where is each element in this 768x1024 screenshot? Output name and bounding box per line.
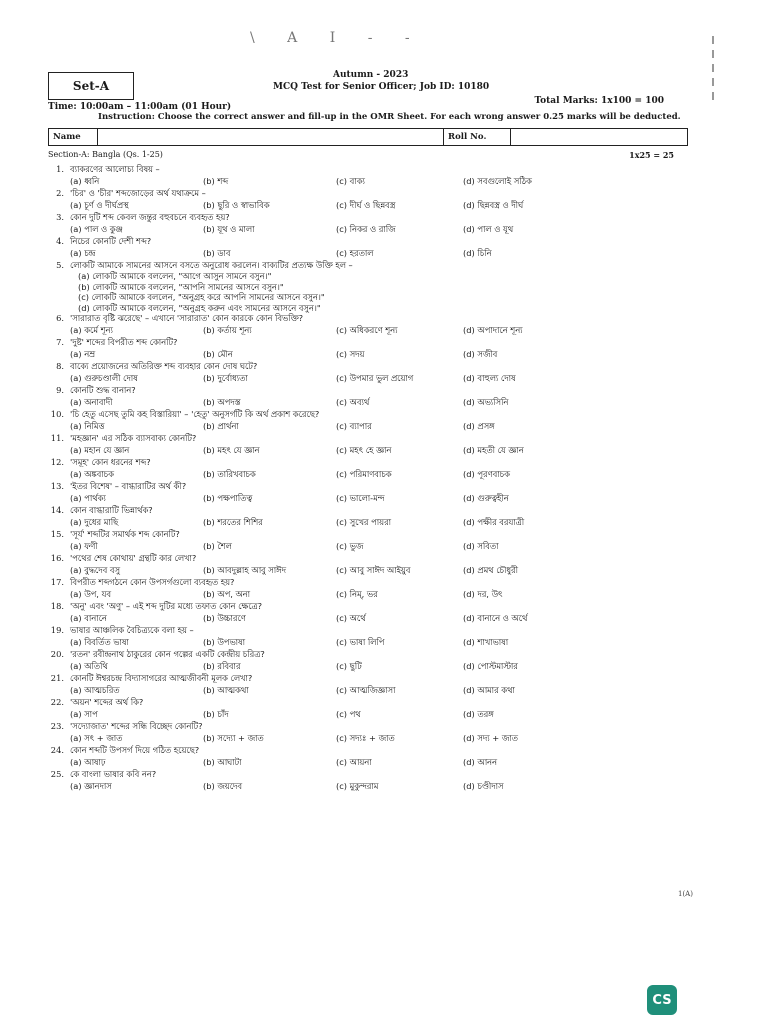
question-item xyxy=(48,553,688,577)
answer-option[interactable]: (d) আনন xyxy=(463,757,497,767)
question-number: 15. xyxy=(50,529,64,539)
answer-option[interactable]: (b) চাঁদ xyxy=(203,709,229,719)
answer-option[interactable]: (b) মহৎ যে জ্ঞান xyxy=(203,445,260,455)
answer-option[interactable]: (c) পরিমাণবাচক xyxy=(336,469,392,479)
answer-option[interactable]: (b) প্রার্থনা xyxy=(203,421,239,431)
answer-option[interactable]: (d) দর, উৎ xyxy=(463,589,503,599)
answer-option[interactable]: (b) রবিবার xyxy=(203,661,241,671)
question-item xyxy=(48,481,688,505)
answer-option[interactable]: (c) আয়না xyxy=(336,757,372,767)
answer-option[interactable]: (a) বানানে xyxy=(70,613,107,623)
answer-option[interactable]: (c) বাক্য xyxy=(336,176,365,186)
question-number: 25. xyxy=(50,769,64,779)
question-number: 2. xyxy=(56,188,64,198)
question-text: কোন বাগ্ধারাটি ভিন্নার্থক? xyxy=(70,505,153,515)
question-number: 9. xyxy=(56,385,64,395)
question-text: 'সারারাত বৃষ্টি ঝরেছে' – এখানে 'সারারাত' কোন কারকে কোন বিভক্তি? xyxy=(70,313,304,323)
question-number: 20. xyxy=(50,649,64,659)
question-item xyxy=(48,745,688,769)
question-number: 19. xyxy=(50,625,64,635)
answer-option[interactable]: (c) মুকুন্দরাম xyxy=(336,781,379,791)
answer-option[interactable]: (d) তরঙ্গ xyxy=(463,709,494,719)
question-number: 10. xyxy=(50,409,64,419)
answer-option[interactable]: (a) অঙ্কবাচক xyxy=(70,469,114,479)
question-text: কে বাংলা ভাষার কবি নন? xyxy=(70,769,157,779)
question-text: 'সদ্যোজাত' শব্দের সন্ধি বিচ্ছেদ কোনটি? xyxy=(70,721,203,731)
answer-option[interactable]: (c) ভুজ xyxy=(336,541,364,551)
answer-option[interactable]: (b) শরতের শিশির xyxy=(203,517,263,527)
question-item xyxy=(48,601,688,625)
answer-option[interactable]: (a) চূর্ণ ও দীর্ঘপ্রস্থ xyxy=(70,200,129,210)
answer-option[interactable]: (c) লোকটি আমাকে বললেন, "অনুগ্রহ করে আপনি সামনের আসনে বসুন।" xyxy=(78,292,325,302)
answer-option[interactable]: (c) সদয় xyxy=(336,349,365,359)
answer-option[interactable]: (b) আবদুল্লাহ আবু সাঈদ xyxy=(203,565,286,575)
answer-option[interactable]: (b) ডাব xyxy=(203,248,231,258)
question-list xyxy=(48,164,688,793)
answer-option[interactable]: (b) আত্মকথা xyxy=(203,685,249,695)
name-roll-row xyxy=(48,128,688,146)
answer-option[interactable]: (c) আত্মজিজ্ঞাসা xyxy=(336,685,396,695)
scan-marks: \ A I - - xyxy=(250,30,424,46)
answer-option[interactable]: (a) জ্ঞানদাস xyxy=(70,781,112,791)
question-item xyxy=(48,313,688,337)
answer-option[interactable]: (a) অনাবাদী xyxy=(70,397,113,407)
answer-option[interactable]: (d) প্রসঙ্গ xyxy=(463,421,495,431)
question-number: 13. xyxy=(50,481,64,491)
question-text: কোন দুটি শব্দ কেবল জন্তুর বহুবচনে ব্যবহৃত হয়? xyxy=(70,212,230,222)
question-item xyxy=(48,769,688,793)
name-field[interactable] xyxy=(98,129,444,145)
answer-option[interactable]: (d) লোকটি আমাকে বললেন, "অনুগ্রহ করুন এবং সামনের আসনে বসুন।" xyxy=(78,302,321,313)
roll-label: Roll No. xyxy=(444,129,511,145)
answer-option[interactable]: (a) উপ, যব xyxy=(70,589,111,599)
question-text: ভাষার আঞ্চলিক বৈচিত্র্যকে বলা হয় – xyxy=(70,625,194,635)
answer-option[interactable]: (d) বাহুল্য দোষ xyxy=(463,373,516,383)
edge-marks xyxy=(712,36,716,126)
answer-option[interactable]: (b) যূথ ও মালা xyxy=(203,224,255,234)
instruction: Instruction: Choose the correct answer and fill-up in the OMR Sheet. For each wrong answer 0.25 marks will be deducted. xyxy=(98,112,681,122)
section-header xyxy=(48,150,688,162)
answer-option[interactable]: (c) সদ্যঃ + জাত xyxy=(336,733,395,743)
answer-option[interactable]: (c) ভালো-মন্দ xyxy=(336,493,385,503)
question-item xyxy=(48,721,688,745)
answer-option[interactable]: (b) সদ্যো + জাত xyxy=(203,733,264,743)
page-note: 1(A) xyxy=(678,890,693,898)
answer-option[interactable]: (b) শৈল xyxy=(203,541,232,551)
question-text: 'অনু' এবং 'অণু' – এই শব্দ দুটির মধ্যে তফাত কোন ক্ষেত্রে? xyxy=(70,601,263,611)
question-item xyxy=(48,212,688,236)
answer-option[interactable]: (a) দুধের মাছি xyxy=(70,517,119,527)
answer-option[interactable]: (d) পোস্টমাস্টার xyxy=(463,661,518,671)
answer-option[interactable]: (a) মহান যে জ্ঞান xyxy=(70,445,130,455)
question-text: লোকটি আমাকে সামনের আসনে বসতে অনুরোধ করলেন। বাক্যটির প্রত্যক্ষ উক্তি হল – xyxy=(70,260,353,270)
question-item xyxy=(48,529,688,553)
question-number: 4. xyxy=(56,236,64,246)
question-item xyxy=(48,385,688,409)
test-title: MCQ Test for Senior Officer; Job ID: 10180 xyxy=(273,82,490,92)
question-text: 'সমূহ' কোন ধরনের শব্দ? xyxy=(70,457,151,467)
answer-option[interactable]: (a) আষাঢ় xyxy=(70,757,106,767)
exam-sheet xyxy=(48,68,688,793)
question-number: 3. xyxy=(56,212,64,222)
answer-option[interactable]: (b) তারিখবাচক xyxy=(203,469,256,479)
question-text: 'মহজ্ঞান' এর সঠিক ব্যাসবাক্য কোনটি? xyxy=(70,433,197,443)
answer-option[interactable]: (c) নিম্, ভর xyxy=(336,589,378,599)
answer-option[interactable]: (c) নিকর ও রাজি xyxy=(336,224,396,234)
answer-option[interactable]: (b) অপদস্ত xyxy=(203,397,241,407)
question-number: 14. xyxy=(50,505,64,515)
answer-option[interactable]: (b) উচ্চারণে xyxy=(203,613,246,623)
answer-option[interactable]: (b) লোকটি আমাকে বললেন, "আপনি সামনের আসনে বসুন।" xyxy=(78,281,284,292)
answer-option[interactable]: (a) নম্র xyxy=(70,349,96,359)
answer-option[interactable]: (d) ছিন্নবস্ত্র ও দীর্ঘ xyxy=(463,200,524,210)
question-number: 12. xyxy=(50,457,64,467)
answer-option[interactable]: (b) দুর্বোধ্যতা xyxy=(203,373,248,383)
answer-option[interactable]: (d) শাখাভাষা xyxy=(463,637,509,647)
question-text: কোন শব্দটি উপসর্গ দিয়ে গঠিত হয়েছে? xyxy=(70,745,200,755)
answer-option[interactable]: (a) বিবর্তিত ভাষা xyxy=(70,637,129,647)
question-item xyxy=(48,236,688,260)
question-item xyxy=(48,433,688,457)
answer-option[interactable]: (b) ছুরি ও স্বাভাবিক xyxy=(203,200,270,210)
question-text: ব্যাকরণের আলোচ্য বিষয় – xyxy=(70,164,160,174)
session-label: Autumn - 2023 xyxy=(333,70,409,80)
answer-option[interactable]: (a) ফণী xyxy=(70,541,98,551)
answer-option[interactable]: (d) আমার কথা xyxy=(463,685,515,695)
answer-option[interactable]: (b) মৌন xyxy=(203,349,233,359)
answer-option[interactable]: (c) ব্যাপার xyxy=(336,421,372,431)
answer-option[interactable]: (d) পাল ও যূথ xyxy=(463,224,514,234)
question-item xyxy=(48,697,688,721)
answer-option[interactable]: (d) প্রমথ চৌধুরী xyxy=(463,565,518,575)
question-text: 'ইতর বিশেষ' – বাগ্ধারাটির অর্থ কী? xyxy=(70,481,187,491)
question-item xyxy=(48,457,688,481)
answer-option[interactable]: (b) আঘাটা xyxy=(203,757,242,767)
section-label: Section-A: Bangla (Qs. 1-25) xyxy=(48,150,163,159)
question-item xyxy=(48,188,688,212)
answer-option[interactable]: (d) সবিতা xyxy=(463,541,499,551)
question-number: 24. xyxy=(50,745,64,755)
question-text: 'অয়ন' শব্দের অর্থ কি? xyxy=(70,697,144,707)
answer-option[interactable]: (b) উপভাষা xyxy=(203,637,246,647)
question-text: 'রতন' রবীন্দ্রনাথ ঠাকুরের কোন গল্পের একটি কেন্দ্রীয় চরিত্র? xyxy=(70,649,265,659)
answer-option[interactable]: (d) সবগুলোই সঠিক xyxy=(463,176,532,186)
answer-option[interactable]: (a) পার্থক্য xyxy=(70,493,106,503)
answer-option[interactable]: (c) ছুটি xyxy=(336,661,362,671)
question-item xyxy=(48,505,688,529)
answer-option[interactable]: (b) শব্দ xyxy=(203,176,229,186)
answer-option[interactable]: (d) অপাদানে শূন্য xyxy=(463,325,523,335)
answer-option[interactable]: (d) সজীব xyxy=(463,349,498,359)
answer-option[interactable]: (d) বানানে ও অর্থে xyxy=(463,613,528,623)
question-item xyxy=(48,361,688,385)
question-text: 'সূর্য' শব্দটির সমার্থক শব্দ কোনটি? xyxy=(70,529,180,539)
set-label: Set-A xyxy=(48,72,134,100)
answer-option[interactable]: (a) গুরুচণ্ডালী দোষ xyxy=(70,373,138,383)
answer-option[interactable]: (d) পক্ষীর বরযাত্রী xyxy=(463,517,525,527)
question-text: 'দুষ্ট' শব্দের বিপরীত শব্দ কোনটি? xyxy=(70,337,178,347)
answer-option[interactable]: (a) সাপ xyxy=(70,709,98,719)
question-number: 23. xyxy=(50,721,64,731)
answer-option[interactable]: (c) অধিকরণে শূন্য xyxy=(336,325,398,335)
answer-option[interactable]: (a) চন্দ্র xyxy=(70,248,96,258)
question-number: 11. xyxy=(50,433,64,443)
question-number: 17. xyxy=(50,577,64,587)
answer-option[interactable]: (d) চিনি xyxy=(463,248,492,258)
answer-option[interactable]: (a) নিমিত্ত xyxy=(70,421,105,431)
question-item xyxy=(48,649,688,673)
answer-option[interactable]: (a) বুদ্ধদেব বসু xyxy=(70,565,120,575)
answer-option[interactable]: (d) মহতী যে জ্ঞান xyxy=(463,445,524,455)
question-number: 16. xyxy=(50,553,64,563)
answer-option[interactable]: (c) দীর্ঘ ও ছিন্নবস্ত্র xyxy=(336,200,396,210)
answer-option[interactable]: (c) আবু সাঈদ আইয়ুব xyxy=(336,565,411,575)
question-number: 5. xyxy=(56,260,64,270)
total-marks: Total Marks: 1x100 = 100 xyxy=(534,96,664,106)
answer-option[interactable]: (c) পথ xyxy=(336,709,361,719)
answer-option[interactable]: (b) অপ, অনা xyxy=(203,589,251,599)
question-number: 18. xyxy=(50,601,64,611)
answer-option[interactable]: (a) ধ্বনি xyxy=(70,176,100,186)
answer-option[interactable]: (c) হরতাল xyxy=(336,248,374,258)
answer-option[interactable]: (a) লোকটি আমাকে বললেন, "আগে আসুন সামনে বসুন।" xyxy=(78,271,272,281)
answer-option[interactable]: (d) অভ্যসিনি xyxy=(463,397,509,407)
answer-option[interactable]: (d) পূরণবাচক xyxy=(463,469,510,479)
question-text: নিচের কোনটি দেশী শব্দ? xyxy=(70,236,152,246)
answer-option[interactable]: (d) গুরুত্বহীন xyxy=(463,493,509,503)
question-item xyxy=(48,409,688,433)
question-text: কোনটি শুদ্ধ বানান? xyxy=(70,385,136,395)
answer-option[interactable]: (b) কর্তায় শূন্য xyxy=(203,325,252,335)
exam-time: Time: 10:00am – 11:00am (01 Hour) xyxy=(48,102,232,112)
question-number: 1. xyxy=(56,164,64,174)
answer-option[interactable]: (d) সদ্য + জাত xyxy=(463,733,518,743)
question-item xyxy=(48,673,688,697)
question-item xyxy=(48,337,688,361)
question-text: 'চি হেতু এসেছ তুমি কহ বিস্তারিয়া' – 'হেতু' অনুসর্গটি কি অর্থ প্রকাশ করেছে? xyxy=(70,409,320,419)
answer-option[interactable]: (c) অর্থে xyxy=(336,613,366,623)
answer-option[interactable]: (a) কর্মে শূন্য xyxy=(70,325,113,335)
question-item xyxy=(48,625,688,649)
question-text: কোনটি ঈশ্বরচন্দ্র বিদ্যাসাগরের আত্মজীবনী মূলক লেখা? xyxy=(70,673,253,683)
question-item xyxy=(48,164,688,188)
name-label: Name xyxy=(49,129,98,145)
answer-option[interactable]: (c) উপমার ভুল প্রয়োগ xyxy=(336,373,414,383)
exam-header xyxy=(48,68,688,128)
answer-option[interactable]: (c) মহৎ হে জ্ঞান xyxy=(336,445,392,455)
question-text: বিপরীত শব্দগঠনে কোন উপসর্গগুলো ব্যবহৃত হয়? xyxy=(70,577,235,587)
question-number: 8. xyxy=(56,361,64,371)
question-text: 'পথের শেষ কোথায়' গ্রন্থটি কার লেখা? xyxy=(70,553,197,563)
answer-option[interactable]: (a) অতিথি xyxy=(70,661,108,671)
answer-option[interactable]: (a) পাল ও কুঞ্জ xyxy=(70,224,123,234)
answer-option[interactable]: (a) আত্মচরিত xyxy=(70,685,120,695)
roll-field[interactable] xyxy=(511,129,687,145)
question-number: 21. xyxy=(50,673,64,683)
question-text: বাক্যে প্রয়োজনের অতিরিক্ত শব্দ ব্যবহার কোন দোষ ঘটে? xyxy=(70,361,258,371)
question-number: 22. xyxy=(50,697,64,707)
question-number: 7. xyxy=(56,337,64,347)
answer-option[interactable]: (b) পক্ষপাতিত্ব xyxy=(203,493,253,503)
section-marks: 1x25 = 25 xyxy=(629,150,674,160)
answer-option[interactable]: (c) অব্যর্থ xyxy=(336,397,370,407)
camscanner-badge: CS xyxy=(647,985,677,1015)
answer-option[interactable]: (a) সৎ + জাত xyxy=(70,733,123,743)
question-number: 6. xyxy=(56,313,64,323)
answer-option[interactable]: (c) সুখের পায়রা xyxy=(336,517,392,527)
answer-option[interactable]: (c) ভাষা লিপি xyxy=(336,637,385,647)
answer-option[interactable]: (b) জয়দেব xyxy=(203,781,242,791)
question-item xyxy=(48,260,688,313)
question-item xyxy=(48,577,688,601)
question-text: 'চির' ও 'চীর' শব্দজোড়ের অর্থ যথাক্রমে – xyxy=(70,188,206,198)
answer-option[interactable]: (d) চণ্ডীদাস xyxy=(463,781,504,791)
